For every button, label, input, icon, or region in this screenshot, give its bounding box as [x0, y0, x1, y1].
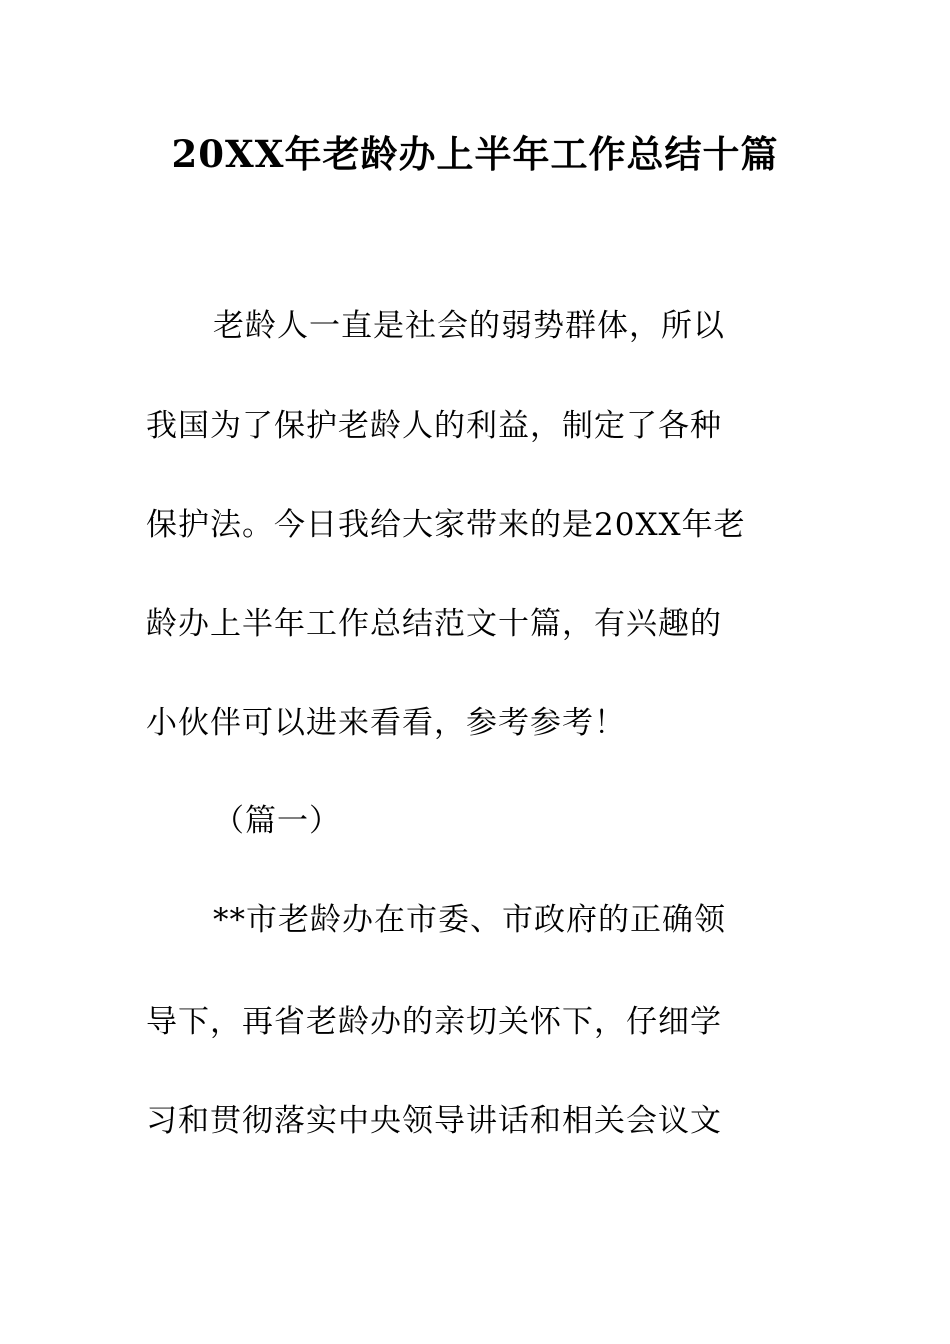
- paragraph-line: **市老龄办在市委、市政府的正确领: [213, 902, 726, 938]
- section-heading: （篇一）: [213, 803, 341, 839]
- paragraph-line: 我国为了保护老龄人的利益，制定了各种: [146, 408, 722, 444]
- paragraph-line: 龄办上半年工作总结范文十篇，有兴趣的: [146, 606, 722, 642]
- paragraph-line: 小伙伴可以进来看看，参考参考！: [146, 705, 626, 741]
- paragraph-line: 习和贯彻落实中央领导讲话和相关会议文: [146, 1103, 722, 1139]
- document-title: 20XX年老龄办上半年工作总结十篇: [171, 132, 779, 176]
- paragraph-line: 老龄人一直是社会的弱势群体，所以: [213, 308, 725, 344]
- paragraph-line: 保护法。今日我给大家带来的是20XX年老: [146, 507, 746, 543]
- paragraph-line: 导下，再省老龄办的亲切关怀下，仔细学: [146, 1004, 722, 1040]
